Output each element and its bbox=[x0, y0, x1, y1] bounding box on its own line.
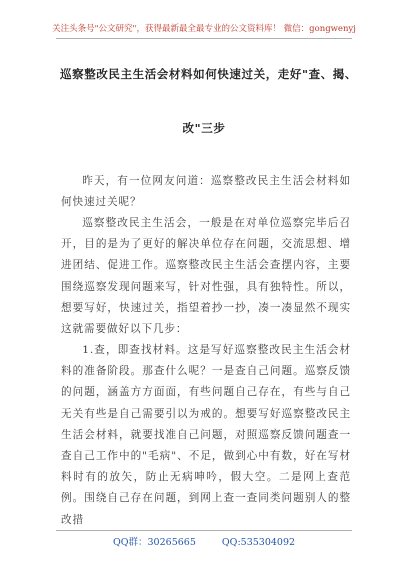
header-divider bbox=[56, 38, 352, 39]
document-title-line-2: 改"三步 bbox=[182, 121, 226, 135]
footer-qq: QQ:535304092 bbox=[221, 537, 296, 548]
paragraph-text: 1.查，即查找材料。这是写好巡察整改民主生活会材料的准备阶段。那查什么呢？一是查自己问题。巡察反馈的问题，涵盖方方面面，有些问题自己存在，有些与自己无关有些是自己需要引以为戒的。想要写好巡察整改民主生活会材料，就要找准自己问题，对照巡察反馈问题查一查自己工作中的"毛病"、不足，做到心中有数，好在写材料时有的放矢，防止无病呻吟，假大空。二是网上查范例。围绕自己存在问题，到网上查一查同类问题别人的整改措 bbox=[61, 344, 351, 526]
body-paragraph-1 bbox=[61, 171, 351, 213]
body-paragraph-2 bbox=[61, 213, 351, 340]
document-title-line-1: 巡察整改民主生活会材料如何快速过关，走好"查、揭、 bbox=[60, 67, 357, 81]
header-banner: 关注头条号"公文研究"，获得最新最全最专业的公文资料库！ 微信：gongwenyj bbox=[52, 24, 356, 34]
paragraph-text: 昨天，有一位网友问道：巡察整改民主生活会材料如何快速过关呢？ bbox=[61, 175, 351, 209]
body-paragraph-3 bbox=[61, 340, 351, 531]
footer-contact bbox=[0, 534, 408, 548]
footer-divider bbox=[56, 530, 352, 531]
paragraph-text: 巡察整改民主生活会，一般是在对单位巡察完毕后召开，目的是为了更好的解决单位存在问题，交流思想、增进团结、促进工作。巡察整改民主生活会查摆内容，主要围绕巡察发现问题来写，针对性强，具有独特性。所以，想要写好，快速过关，指望着抄一抄，凑一凑显然不现实这就需要做好以下几步： bbox=[61, 217, 351, 336]
footer-qq-group: QQ群：30265665 bbox=[112, 537, 196, 548]
